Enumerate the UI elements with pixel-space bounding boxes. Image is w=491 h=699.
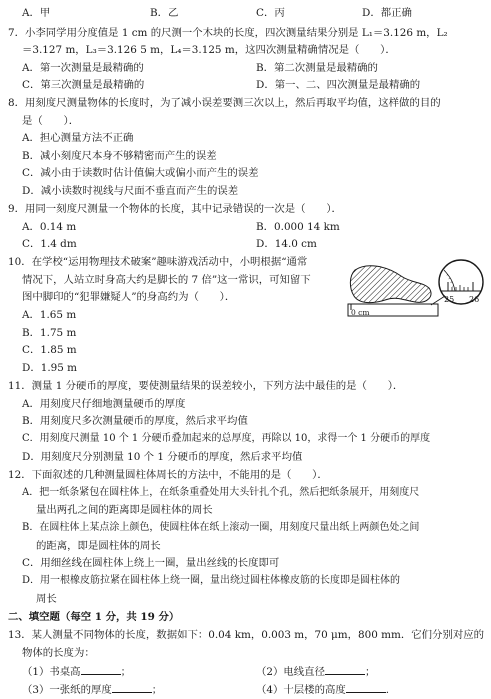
q11-option-d: D．用刻度尺分别测量 10 个 1 分硬币的厚度，然后求平均值: [22, 451, 303, 463]
q10-text-line3: 图中脚印的“犯罪嫌疑人”的身高约为（ ）．: [22, 291, 236, 303]
q10-option-d: D．1.95 m: [22, 362, 78, 374]
q6-option-b: B．乙: [150, 7, 179, 19]
ruler-zero-label: 0 cm: [351, 308, 370, 317]
q9-option-d: D．14.0 cm: [256, 238, 317, 250]
q10-text-line2: 情况下，人站立时身高大约是脚长的 7 倍”这一常识，可知留下: [22, 274, 311, 286]
q9-option-a: A．0.14 m: [22, 221, 77, 233]
q12-option-d-line1: D．用一根橡皮筋拉紧在圆柱体上绕一圈，量出绕过圆柱体橡皮筋的长度即是圆柱体的: [22, 575, 401, 586]
q10-option-b: B．1.75 m: [22, 327, 77, 339]
q13-item-3-label: （3）一张纸的厚度: [22, 684, 112, 696]
q13-blank-1[interactable]: [81, 664, 121, 675]
q7-option-c: C．第三次测量是最精确的: [22, 79, 145, 91]
q13-blank-2[interactable]: [325, 664, 365, 675]
q9-text: 9．用同一刻度尺测量一个物体的长度，其中记录错误的一次是（ ）．: [8, 203, 342, 215]
q6-option-c: C．丙: [256, 7, 285, 19]
q11-option-a: A．用刻度尺仔细地测量硬币的厚度: [22, 398, 186, 410]
q12-option-b-line1: B．在圆柱体上某点涂上颜色，使圆柱体在纸上滚动一圈，用刻度尺量出纸上两颜色处之间: [22, 522, 420, 533]
q12-text: 12．下面叙述的几种测量圆柱体周长的方法中，不能用的是（ ）．: [8, 469, 328, 481]
q10-option-c: C．1.85 m: [22, 344, 77, 356]
q13-item-3-sep: ；: [151, 684, 163, 696]
q6-option-a: A．甲: [22, 7, 51, 19]
q8-option-c: C．减小由于读数时估计值偏大或偏小而产生的误差: [22, 167, 259, 179]
q13-item-4-label: （4）十层楼的高度: [256, 684, 346, 696]
q8-text-line2: 是（ ）．: [22, 115, 80, 127]
q7-option-a: A．第一次测量是最精确的: [22, 62, 144, 74]
q12-option-a-line1: A．把一纸条紧包在圆柱体上，在纸条重叠处用大头针扎个孔，然后把纸条展开，用刻度尺: [22, 487, 420, 498]
q13-text-line1: 13．某人测量不同物体的长度，数据如下：0.04 km，0.003 m，70 μm，800 mm．它们分别对应的: [8, 629, 485, 641]
q13-item-1: [22, 664, 131, 679]
q13-item-3: [22, 682, 162, 697]
q13-item-1-label: （1）书桌高: [22, 666, 81, 678]
q12-option-b-line2: 的距离，即是圆柱体的周长: [36, 540, 161, 552]
q7-option-b: B．第二次测量是最精确的: [256, 62, 378, 74]
q8-text-line1: 8．用刻度尺测量物体的长度时，为了减小误差要测三次以上，然后再取平均值，这样做的目的: [8, 97, 441, 109]
q13-item-1-sep: ；: [120, 666, 131, 678]
q7-option-d: D．第一、二、四次测量是最精确的: [256, 79, 421, 91]
q8-option-d: D．减小读数时视线与尺面不垂直而产生的误差: [22, 185, 239, 197]
q13-item-2-sep: ；: [364, 666, 376, 678]
footprint-shape: [350, 266, 431, 303]
q11-option-c: C．用刻度尺测量 10 个 1 分硬币叠加起来的总厚度，再除以 10，求得一个 1 分硬币的厚度: [22, 433, 431, 444]
q13-text-line2: 物体的长度为：: [22, 647, 95, 659]
section-heading-fill-in: 二、填空题（每空 1 分，共 19 分）: [8, 611, 180, 623]
q13-item-4: [256, 682, 389, 697]
q8-option-b: B．减小刻度尺本身不够精密而产生的误差: [22, 150, 217, 162]
q10-text-line1: 10．在学校“运用物理技术破案”趣味游戏活动中，小明根据“通常: [8, 256, 308, 268]
q12-option-d-line2: 周长: [36, 593, 57, 605]
q12-option-c: C．用细丝线在圆柱体上绕上一圈，量出丝线的长度即可: [22, 557, 280, 569]
q11-text: 11．测量 1 分硬币的厚度，要使测量结果的误差较小，下列方法中最佳的是（ ）．: [8, 380, 404, 392]
q12-option-a-line2: 量出两孔之间的距离即是圆柱体的周长: [36, 504, 213, 516]
q9-option-b: B．0.000 14 km: [256, 221, 340, 233]
magnifier-label-25: 25: [444, 295, 455, 304]
q7-text-line1: 7．小李同学用分度值是 1 cm 的尺测一个木块的长度，四次测量结果分别是 L₁＝3.126 m，L₂: [8, 27, 448, 39]
magnifier-label-26: 26: [469, 295, 480, 304]
q9-option-c: C．1.4 dm: [22, 238, 77, 250]
q10-option-a: A．1.65 m: [22, 309, 77, 321]
q7-text-line2: ＝3.127 m，L₃＝3.126 5 m，L₄＝3.125 m，这四次测量精确情况是（ ）．: [22, 44, 396, 56]
q13-item-2: [256, 664, 375, 679]
q13-blank-4[interactable]: [346, 682, 386, 693]
q13-item-4-sep: .: [385, 684, 390, 696]
footprint-ruler-figure: [345, 258, 487, 324]
q13-item-2-label: （2）电线直径: [256, 666, 325, 678]
q11-option-b: B．用刻度尺多次测量硬币的厚度，然后求平均值: [22, 415, 248, 427]
q13-blank-3[interactable]: [112, 682, 152, 693]
q6-option-d: D．都正确: [362, 7, 412, 19]
q8-option-a: A．担心测量方法不正确: [22, 132, 134, 144]
